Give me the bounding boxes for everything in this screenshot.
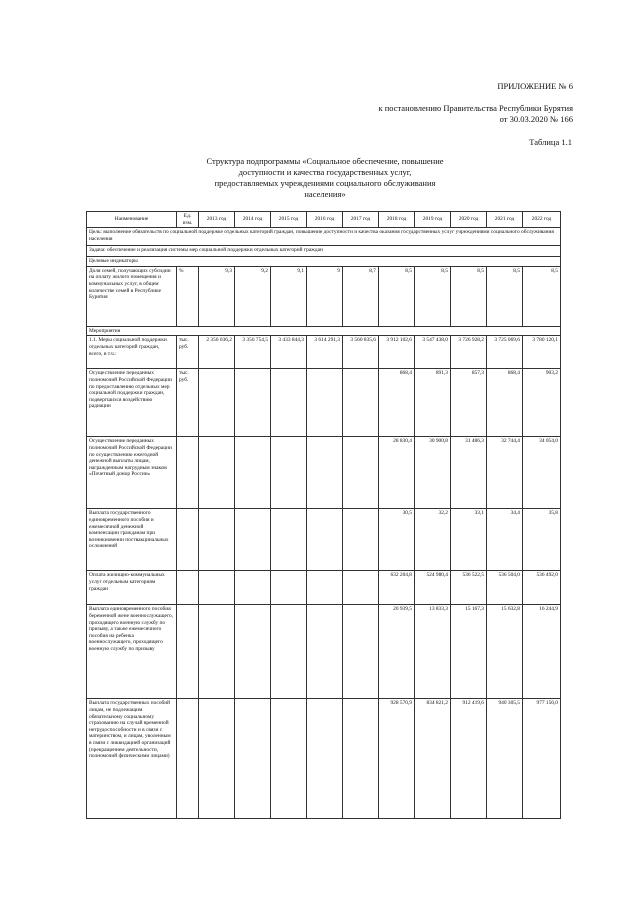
indicator-value: 9,2 (235, 266, 271, 326)
row-value (235, 605, 271, 699)
row-value: 536 522,5 (451, 571, 487, 605)
row-value (271, 571, 307, 605)
indicator-value: 8,7 (343, 266, 379, 326)
row-value: 3 726 928,2 (451, 336, 487, 369)
row-value: 632 204,8 (379, 571, 415, 605)
row-value: 834 821,2 (415, 699, 451, 819)
row-value: 536 492,0 (523, 571, 561, 605)
row-value: 940 305,5 (487, 699, 523, 819)
indicator-row (87, 266, 561, 326)
row-value (199, 571, 235, 605)
row-value: 28 830,4 (379, 437, 415, 509)
row-value (271, 605, 307, 699)
table-row (87, 699, 561, 819)
row-value (307, 509, 343, 571)
decree-reference-line2: от 30.03.2020 № 166 (499, 114, 573, 124)
row-value: 30 900,8 (415, 437, 451, 509)
row-unit (177, 571, 199, 605)
row-value (343, 605, 379, 699)
column-header: 2017 год (343, 212, 379, 228)
row-value (199, 509, 235, 571)
row-value (271, 437, 307, 509)
row-value (307, 437, 343, 509)
row-value: 3 547 438,0 (415, 336, 451, 369)
row-name: Осуществление переданных полномочий Российской Федерации по предоставлению отдельных мер социальной поддержки граждан, подвергшихся воздействию радиации (87, 369, 177, 437)
row-value: 16 244,9 (523, 605, 561, 699)
section-row (87, 326, 561, 336)
indicator-unit: % (177, 266, 199, 326)
row-name: Выплата государственных пособий лицам, не подлежащим обязательному социальному страхованию на случай временной нетрудоспособности и в связи с материнством, и лицам, уволенным в связи с ликвидацией организаций (прекращением деятельности, полномочий физическими лицами) (87, 699, 177, 819)
table-row (87, 605, 561, 699)
row-unit (177, 605, 199, 699)
row-value (271, 509, 307, 571)
task-row (87, 246, 561, 257)
appendix-label: ПРИЛОЖЕНИЕ № 6 (497, 81, 573, 91)
indicator-value: 9,1 (271, 266, 307, 326)
row-value: 35,8 (523, 509, 561, 571)
indicator-value: 9,3 (199, 266, 235, 326)
row-value (307, 369, 343, 437)
row-value (271, 699, 307, 819)
row-value: 928 570,9 (379, 699, 415, 819)
row-value: 2 356 036,2 (199, 336, 235, 369)
row-value: 31 486,3 (451, 437, 487, 509)
row-value (343, 699, 379, 819)
column-header: 2014 год (235, 212, 271, 228)
row-unit (177, 509, 199, 571)
row-name: 1.1. Меры социальной поддержки отдельных категорий граждан, всего, в т.ч.: (87, 336, 177, 369)
row-value: 977 156,0 (523, 699, 561, 819)
row-value (307, 699, 343, 819)
indicator-name: Доля семей, получающих субсидии на оплату жилого помещения и коммунальных услуг, в общем количестве семей в Республике Бурятия (87, 266, 177, 326)
row-value: 891,3 (415, 369, 451, 437)
row-value: 868,4 (379, 369, 415, 437)
section-row (87, 257, 561, 267)
row-value (199, 369, 235, 437)
indicator-value: 8,5 (415, 266, 451, 326)
indicator-value: 8,5 (379, 266, 415, 326)
title-line: населения» (304, 189, 346, 199)
row-value: 33,1 (451, 509, 487, 571)
row-value: 34,4 (487, 509, 523, 571)
row-value: 20 939,5 (379, 605, 415, 699)
row-value: 536 504,0 (487, 571, 523, 605)
column-header: Наименование (87, 212, 177, 228)
document-title (170, 156, 480, 200)
column-header: 2019 год (415, 212, 451, 228)
row-name: Выплата единовременного пособия беременной жене военнослужащего, проходящего военную службу по призыву, а также ежемесячного пособия на ребенка военнослужащего, проходящего военную службу по призыву (87, 605, 177, 699)
row-value: 3 560 835,6 (343, 336, 379, 369)
row-value (199, 699, 235, 819)
title-line: доступности и качества государственных услуг, (238, 167, 412, 177)
indicator-value: 8,5 (487, 266, 523, 326)
table-label: Таблица 1.1 (529, 137, 572, 147)
targets-header: Целевые индикаторы (87, 257, 561, 267)
table-row (87, 336, 561, 369)
row-unit: тыс. руб. (177, 336, 199, 369)
table-header-row (87, 212, 561, 228)
row-value: 3 356 754,5 (235, 336, 271, 369)
row-value: 3 614 291,3 (307, 336, 343, 369)
table-row (87, 369, 561, 437)
row-value: 3 780 120,1 (523, 336, 561, 369)
row-value (235, 437, 271, 509)
row-value: 15 632,8 (487, 605, 523, 699)
column-header: 2021 год (487, 212, 523, 228)
row-value (199, 605, 235, 699)
indicator-value: 8,5 (523, 266, 561, 326)
table-row (87, 509, 561, 571)
row-value (235, 571, 271, 605)
row-value (343, 571, 379, 605)
column-header: 2018 год (379, 212, 415, 228)
row-value: 30,5 (379, 509, 415, 571)
row-value: 857,3 (451, 369, 487, 437)
row-value: 868,4 (487, 369, 523, 437)
column-header: 2013 год (199, 212, 235, 228)
table-row (87, 437, 561, 509)
row-value: 32,2 (415, 509, 451, 571)
row-value (199, 437, 235, 509)
column-header: Ед. изм. (177, 212, 199, 228)
row-value: 3 725 069,6 (487, 336, 523, 369)
row-value: 912 419,6 (451, 699, 487, 819)
row-value (235, 369, 271, 437)
column-header: 2015 год (271, 212, 307, 228)
row-value: 903,2 (523, 369, 561, 437)
title-line: Структура подпрограммы «Социальное обеспечение, повышение (206, 156, 444, 166)
column-header: 2022 год (523, 212, 561, 228)
row-value: 13 833,3 (415, 605, 451, 699)
column-header: 2016 год (307, 212, 343, 228)
measures-header: Мероприятия (87, 326, 561, 336)
indicator-value: 9 (307, 266, 343, 326)
row-value: 3 433 844,3 (271, 336, 307, 369)
row-name: Выплата государственного единовременного пособия и ежемесячной денежной компенсации гражданам при возникновении поствакцинальных осложнений (87, 509, 177, 571)
row-value (235, 699, 271, 819)
column-header: 2020 год (451, 212, 487, 228)
row-value: 524 980,4 (415, 571, 451, 605)
title-line: предоставляемых учреждениями социального обслуживания (214, 178, 436, 188)
row-name: Оплата жилищно-коммунальных услуг отдельным категориям граждан (87, 571, 177, 605)
decree-reference-line1: к постановлению Правительства Республики Бурятия (378, 103, 573, 113)
row-value: 15 167,3 (451, 605, 487, 699)
row-value (343, 369, 379, 437)
row-value (343, 509, 379, 571)
table-row (87, 571, 561, 605)
row-unit: тыс. руб. (177, 369, 199, 437)
row-value: 32 744,4 (487, 437, 523, 509)
row-unit (177, 437, 199, 509)
row-unit (177, 699, 199, 819)
task-text: Задача: обеспечение и реализация системы мер социальной поддержки отдельных категорий граждан (87, 246, 561, 257)
row-value (343, 437, 379, 509)
row-value (271, 369, 307, 437)
goal-text: Цель: выполнение обязательств по социальной поддержке отдельных категорий граждан, повышение доступности и качества оказания государственных услуг учреждениями социального обслуживания населения (87, 228, 561, 246)
row-value: 3 912 102,6 (379, 336, 415, 369)
row-value: 34 054,0 (523, 437, 561, 509)
row-name: Осуществление переданных полномочий Российской Федерации по осуществлению ежегодной денежной выплаты лицам, награжденным нагрудным знаком «Почетный донор России» (87, 437, 177, 509)
row-value (307, 571, 343, 605)
row-value (307, 605, 343, 699)
row-value (235, 509, 271, 571)
subprogram-structure-table (86, 211, 561, 819)
goal-row (87, 228, 561, 246)
indicator-value: 8,5 (451, 266, 487, 326)
